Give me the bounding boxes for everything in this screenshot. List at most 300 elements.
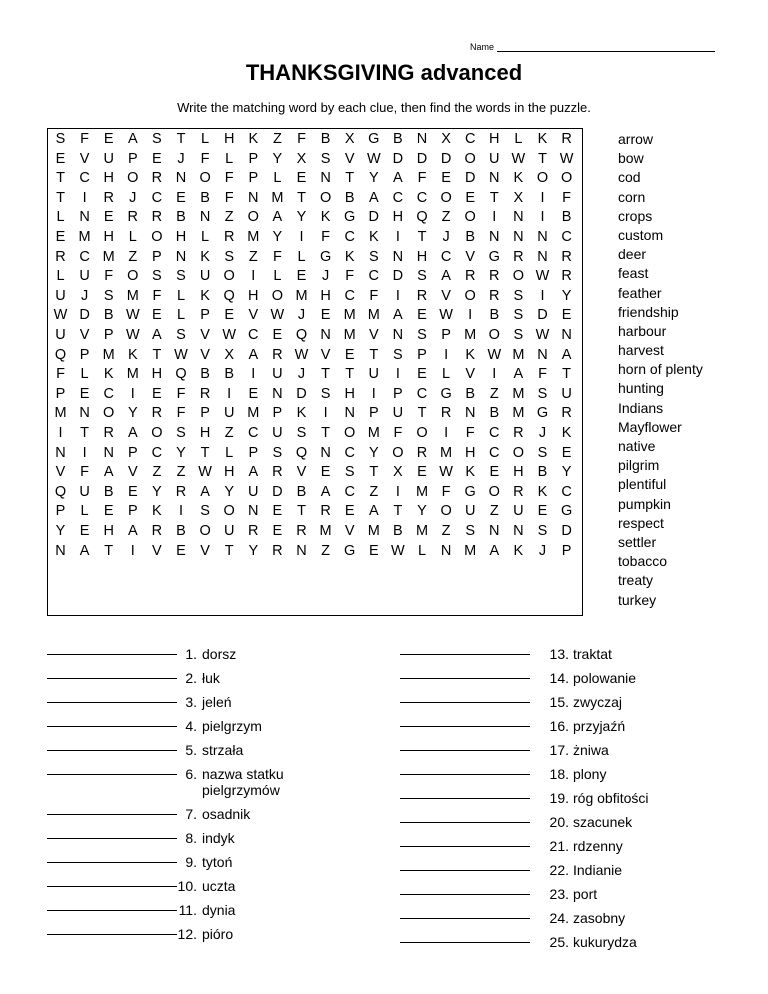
grid-letter: Y: [152, 483, 162, 500]
grid-letter: T: [345, 366, 355, 383]
grid-letter: N: [175, 248, 187, 265]
name-label: Name: [470, 42, 495, 52]
grid-letter: P: [368, 405, 379, 422]
grid-letter: L: [56, 209, 65, 226]
grid-row: [48, 424, 582, 444]
word-list-item: hunting: [618, 380, 664, 397]
grid-letter: O: [247, 209, 259, 226]
clue-text: pielgrzym: [202, 718, 262, 734]
grid-letter: M: [102, 248, 115, 265]
grid-letter: B: [176, 209, 186, 226]
grid-letter: M: [440, 444, 453, 461]
grid-letter: T: [176, 131, 186, 147]
answer-blank[interactable]: [47, 654, 177, 655]
answer-blank[interactable]: [47, 814, 177, 815]
answer-blank[interactable]: [400, 822, 530, 823]
answer-blank[interactable]: [400, 918, 530, 919]
grid-letter: E: [344, 503, 355, 520]
grid-letter: E: [417, 366, 427, 383]
grid-letter: D: [537, 307, 548, 324]
grid-letter: M: [271, 189, 284, 206]
clue: [573, 694, 622, 710]
grid-letter: W: [487, 346, 502, 363]
grid-letter: H: [248, 287, 259, 304]
grid-letter: G: [560, 503, 573, 520]
grid-row: [48, 267, 582, 287]
grid-letter: I: [540, 189, 545, 206]
grid-letter: R: [320, 503, 331, 520]
grid-letter: N: [79, 209, 90, 226]
clue-number: 7.: [185, 806, 197, 822]
grid-letter: N: [464, 405, 476, 422]
grid-row: [48, 326, 582, 346]
grid-letter: P: [79, 346, 90, 363]
clue: [573, 790, 648, 806]
grid-letter: C: [489, 425, 500, 441]
grid-letter: A: [368, 503, 379, 520]
grid-letter: H: [320, 287, 331, 304]
word-list-item: native: [618, 438, 656, 454]
grid-letter: V: [248, 307, 259, 324]
grid-letter: X: [441, 131, 451, 147]
grid-letter: V: [200, 542, 210, 559]
grid-letter: R: [151, 209, 163, 226]
grid-letter: C: [151, 189, 163, 206]
clue-number: 3.: [185, 694, 197, 710]
grid-letter: L: [80, 366, 89, 383]
answer-blank[interactable]: [400, 702, 530, 703]
grid-letter: L: [225, 150, 234, 167]
grid-letter: A: [368, 189, 379, 206]
answer-blank[interactable]: [47, 774, 177, 775]
grid-letter: F: [465, 425, 475, 441]
grid-letter: V: [152, 542, 162, 559]
grid-letter: O: [464, 209, 476, 226]
grid-letter: B: [465, 229, 476, 245]
grid-letter: O: [199, 170, 211, 187]
grid-letter: U: [199, 268, 211, 285]
grid-letter: T: [417, 229, 427, 245]
grid-letter: S: [537, 385, 548, 402]
grid-letter: R: [272, 542, 283, 559]
word-list-item: horn of plenty: [618, 361, 703, 378]
grid-letter: N: [344, 405, 355, 422]
grid-letter: B: [344, 189, 355, 206]
grid-letter: M: [367, 307, 380, 324]
grid-letter: V: [344, 150, 355, 167]
grid-letter: I: [130, 542, 135, 559]
grid-letter: I: [395, 483, 400, 500]
grid-letter: C: [344, 229, 355, 245]
grid-letter: M: [415, 483, 429, 500]
grid-letter: U: [272, 366, 283, 383]
grid-letter: D: [368, 209, 380, 226]
grid-letter: Z: [489, 385, 499, 402]
grid-letter: K: [513, 170, 524, 187]
grid-letter: B: [393, 131, 403, 147]
grid-letter: F: [321, 229, 331, 245]
grid-letter: M: [512, 385, 525, 402]
grid-letter: R: [296, 523, 307, 539]
grid-letter: N: [55, 444, 66, 461]
grid-letter: W: [391, 542, 405, 559]
clue: [202, 902, 235, 918]
grid-letter: L: [128, 229, 137, 245]
grid-letter: X: [296, 150, 307, 167]
grid-letter: I: [395, 287, 400, 304]
grid-letter: O: [223, 268, 235, 285]
grid-letter: J: [442, 229, 450, 245]
answer-blank[interactable]: [400, 726, 530, 727]
grid-letter: T: [417, 405, 427, 422]
clue-text: uczta: [202, 878, 236, 894]
grid-letter: R: [103, 189, 114, 206]
grid-letter: Z: [224, 425, 234, 441]
grid-letter: G: [344, 542, 356, 559]
grid-letter: E: [561, 444, 572, 461]
grid-letter: M: [367, 425, 380, 441]
clue-text: przyjaźń: [573, 718, 626, 734]
grid-letter: T: [489, 189, 499, 206]
grid-letter: H: [392, 209, 404, 226]
grid-letter: S: [200, 503, 210, 520]
grid-letter: V: [344, 523, 355, 539]
grid-row: [48, 208, 582, 228]
grid-letter: A: [320, 483, 331, 500]
grid-letter: T: [538, 150, 547, 167]
grid-letter: M: [319, 523, 332, 539]
grid-letter: N: [248, 189, 259, 206]
grid-letter: W: [535, 327, 550, 343]
grid-letter: L: [273, 170, 282, 187]
answer-blank[interactable]: [400, 846, 530, 847]
grid-letter: H: [103, 523, 114, 539]
clue: [573, 934, 637, 950]
grid-letter: F: [272, 248, 282, 265]
grid-letter: E: [272, 327, 283, 343]
grid-letter: F: [393, 425, 403, 441]
grid-letter: S: [344, 464, 355, 481]
clue-text: polowanie: [573, 670, 637, 686]
grid-letter: E: [152, 307, 162, 324]
grid-letter: Y: [561, 287, 572, 304]
grid-letter: B: [320, 131, 331, 147]
grid-letter: N: [272, 385, 283, 402]
grid-letter: R: [103, 425, 114, 441]
grid-letter: O: [440, 189, 452, 206]
grid-letter: Y: [272, 150, 283, 167]
grid-letter: O: [512, 444, 525, 461]
grid-letter: N: [392, 327, 404, 343]
grid-letter: O: [488, 483, 500, 500]
grid-letter: F: [441, 483, 451, 500]
grid-letter: I: [444, 346, 449, 363]
grid-letter: S: [55, 131, 66, 147]
grid-letter: E: [561, 307, 572, 324]
grid-letter: D: [392, 150, 404, 167]
answer-blank[interactable]: [400, 750, 530, 751]
grid-letter: U: [513, 503, 524, 520]
grid-letter: O: [199, 523, 211, 539]
grid-letter: R: [489, 287, 500, 304]
grid-letter: F: [224, 170, 234, 187]
word-search-grid: [47, 128, 583, 616]
name-field[interactable]: [470, 42, 715, 52]
answer-blank[interactable]: [47, 702, 177, 703]
grid-letter: B: [103, 483, 114, 500]
grid-letter: Q: [416, 209, 428, 226]
grid-letter: W: [125, 327, 140, 343]
grid-letter: J: [80, 287, 89, 304]
word-list-item: harbour: [618, 322, 667, 339]
grid-letter: A: [152, 327, 162, 343]
grid-letter: P: [393, 385, 403, 402]
grid-letter: K: [200, 248, 210, 265]
grid-letter: R: [248, 523, 259, 539]
grid-row: [48, 248, 582, 268]
grid-letter: S: [103, 287, 114, 304]
grid-letter: C: [344, 287, 355, 304]
clue-number: 15.: [549, 694, 569, 710]
grid-row: [48, 463, 582, 483]
grid-letter: U: [248, 483, 259, 500]
grid-letter: R: [127, 209, 139, 226]
grid-letter: A: [393, 307, 403, 324]
grid-letter: R: [272, 346, 283, 363]
grid-letter: M: [464, 327, 477, 343]
grid-letter: V: [296, 464, 307, 481]
grid-letter: B: [103, 307, 114, 324]
grid-letter: H: [223, 464, 235, 481]
grid-letter: E: [224, 307, 235, 324]
clue-text: plony: [573, 766, 607, 782]
grid-row: [48, 502, 582, 522]
grid-letter: E: [537, 503, 548, 520]
grid-letter: B: [393, 523, 403, 539]
clue-text: rdzenny: [573, 838, 623, 854]
clue-number: 11.: [178, 902, 197, 918]
grid-row: [48, 287, 582, 307]
grid-letter: P: [55, 503, 66, 520]
grid-letter: W: [125, 307, 140, 324]
word-list-item: tobacco: [618, 553, 668, 570]
answer-blank[interactable]: [400, 870, 530, 871]
grid-letter: I: [395, 229, 400, 245]
grid-letter: O: [536, 170, 549, 187]
word-list-item: crops: [618, 207, 653, 224]
grid-letter: S: [417, 327, 427, 343]
grid-letter: B: [200, 366, 210, 383]
word-list-item: friendship: [618, 303, 679, 320]
grid-letter: Y: [296, 209, 307, 226]
name-line[interactable]: [497, 42, 715, 52]
answer-blank[interactable]: [400, 678, 530, 679]
grid-letter: Q: [295, 327, 308, 343]
grid-letter: N: [248, 503, 259, 520]
grid-letter: H: [513, 464, 524, 481]
grid-letter: U: [368, 366, 380, 383]
grid-letter: Z: [224, 209, 234, 226]
grid-letter: E: [320, 464, 331, 481]
grid-letter: R: [416, 444, 428, 461]
answer-blank[interactable]: [47, 934, 177, 935]
clue-number: 9.: [185, 854, 197, 870]
grid-letter: O: [488, 327, 500, 343]
grid-letter: I: [299, 229, 304, 245]
grid-letter: R: [561, 248, 572, 265]
clue-number: 13.: [549, 646, 569, 662]
clue: [202, 670, 220, 686]
grid-letter: P: [561, 542, 572, 559]
grid-letter: E: [103, 131, 114, 147]
answer-blank[interactable]: [400, 798, 530, 799]
clue-text: traktat: [573, 646, 612, 662]
answer-blank[interactable]: [400, 894, 530, 895]
grid-letter: R: [55, 248, 66, 265]
grid-letter: I: [178, 503, 184, 520]
grid-letter: N: [537, 248, 548, 265]
answer-blank[interactable]: [47, 750, 177, 751]
grid-letter: I: [323, 405, 328, 422]
grid-letter: L: [442, 366, 451, 383]
grid-letter: G: [488, 248, 500, 265]
grid-letter: S: [272, 444, 283, 461]
answer-blank[interactable]: [400, 654, 530, 655]
answer-blank[interactable]: [47, 838, 177, 839]
word-list-item: cod: [618, 169, 641, 186]
grid-letter: G: [440, 385, 452, 402]
grid-letter: N: [296, 542, 307, 559]
grid-letter: U: [392, 405, 404, 422]
grid-letter: A: [79, 542, 90, 559]
clue-text: indyk: [202, 830, 235, 846]
grid-letter: P: [417, 346, 427, 363]
grid-letter: E: [176, 542, 186, 559]
answer-blank[interactable]: [47, 886, 177, 887]
grid-letter: C: [151, 444, 163, 461]
clue: [573, 862, 622, 878]
grid-letter: K: [103, 366, 114, 383]
grid-letter: D: [561, 523, 572, 539]
clue-number: 17.: [549, 742, 569, 758]
grid-letter: K: [465, 346, 476, 363]
grid-letter: I: [227, 385, 232, 402]
grid-letter: M: [343, 307, 356, 324]
grid-letter: S: [152, 268, 162, 285]
word-list-item: turkey: [618, 591, 657, 608]
grid-letter: Q: [54, 483, 67, 500]
grid-letter: I: [492, 366, 497, 383]
word-list-item: corn: [618, 188, 646, 205]
grid-letter: J: [297, 307, 306, 324]
grid-letter: I: [540, 287, 545, 304]
grid-letter: S: [224, 248, 235, 265]
grid-letter: W: [53, 307, 68, 324]
grid-letter: M: [295, 287, 308, 304]
grid-letter: A: [441, 268, 451, 285]
grid-letter: T: [56, 170, 65, 187]
grid-letter: V: [465, 366, 476, 383]
grid-letter: U: [489, 150, 500, 167]
grid-letter: O: [127, 268, 139, 285]
answer-blank[interactable]: [400, 942, 530, 943]
word-list-item: pilgrim: [618, 457, 660, 474]
grid-letter: A: [489, 542, 500, 559]
grid-letter: C: [248, 327, 259, 343]
answer-blank[interactable]: [47, 678, 177, 679]
grid-letter: S: [152, 131, 162, 147]
grid-letter: L: [176, 307, 186, 324]
grid-row: [48, 130, 582, 150]
grid-letter: A: [127, 425, 138, 441]
grid-letter: K: [344, 248, 355, 265]
grid-letter: B: [176, 523, 186, 539]
grid-letter: K: [200, 287, 210, 304]
clue-number: 10.: [177, 878, 197, 894]
clue-text: zwyczaj: [573, 694, 623, 710]
grid-letter: S: [393, 346, 403, 363]
answer-blank[interactable]: [400, 774, 530, 775]
clue-number: 23.: [549, 886, 569, 902]
answer-blank[interactable]: [47, 862, 177, 863]
grid-row: [48, 444, 582, 464]
answer-blank[interactable]: [47, 726, 177, 727]
grid-letter: C: [464, 131, 476, 147]
grid-letter: X: [393, 464, 403, 481]
clue-number: 22.: [549, 862, 569, 878]
grid-letter: Y: [176, 444, 186, 461]
grid-letter: W: [439, 307, 453, 324]
grid-letter: O: [151, 229, 163, 245]
grid-letter: L: [201, 131, 210, 147]
grid-letter: E: [344, 346, 355, 363]
grid-letter: F: [417, 170, 427, 187]
clue: [573, 838, 623, 854]
answer-blank[interactable]: [47, 910, 177, 911]
grid-letter: E: [127, 483, 138, 500]
grid-letter: N: [489, 523, 500, 539]
grid-letter: C: [489, 444, 500, 461]
grid-letter: O: [440, 503, 452, 520]
grid-letter: I: [82, 189, 87, 206]
word-list-item: arrow: [618, 131, 654, 147]
grid-letter: Z: [369, 483, 379, 500]
instructions: Write the matching word by each clue, then find the words in the puzzle.: [177, 100, 591, 115]
grid-letter: Z: [272, 131, 282, 147]
clue: [573, 718, 625, 734]
grid-letter: S: [176, 327, 186, 343]
clue: [202, 694, 232, 710]
grid-letter: Q: [295, 444, 308, 461]
grid-letter: O: [392, 444, 404, 461]
grid-letter: P: [248, 170, 259, 187]
clue-number: 2.: [185, 670, 197, 686]
grid-letter: E: [465, 189, 476, 206]
grid-letter: Z: [441, 209, 451, 226]
clue: [202, 718, 262, 734]
grid-letter: W: [294, 346, 309, 363]
grid-letter: O: [344, 425, 356, 441]
grid-letter: Y: [127, 405, 138, 422]
word-list-item: settler: [618, 533, 657, 550]
grid-letter: F: [562, 189, 572, 206]
grid-letter: V: [465, 248, 476, 265]
grid-letter: H: [416, 248, 428, 265]
grid-letter: N: [320, 444, 331, 461]
grid-letter: T: [393, 503, 403, 520]
grid-letter: U: [223, 523, 235, 539]
grid-letter: S: [176, 425, 186, 441]
